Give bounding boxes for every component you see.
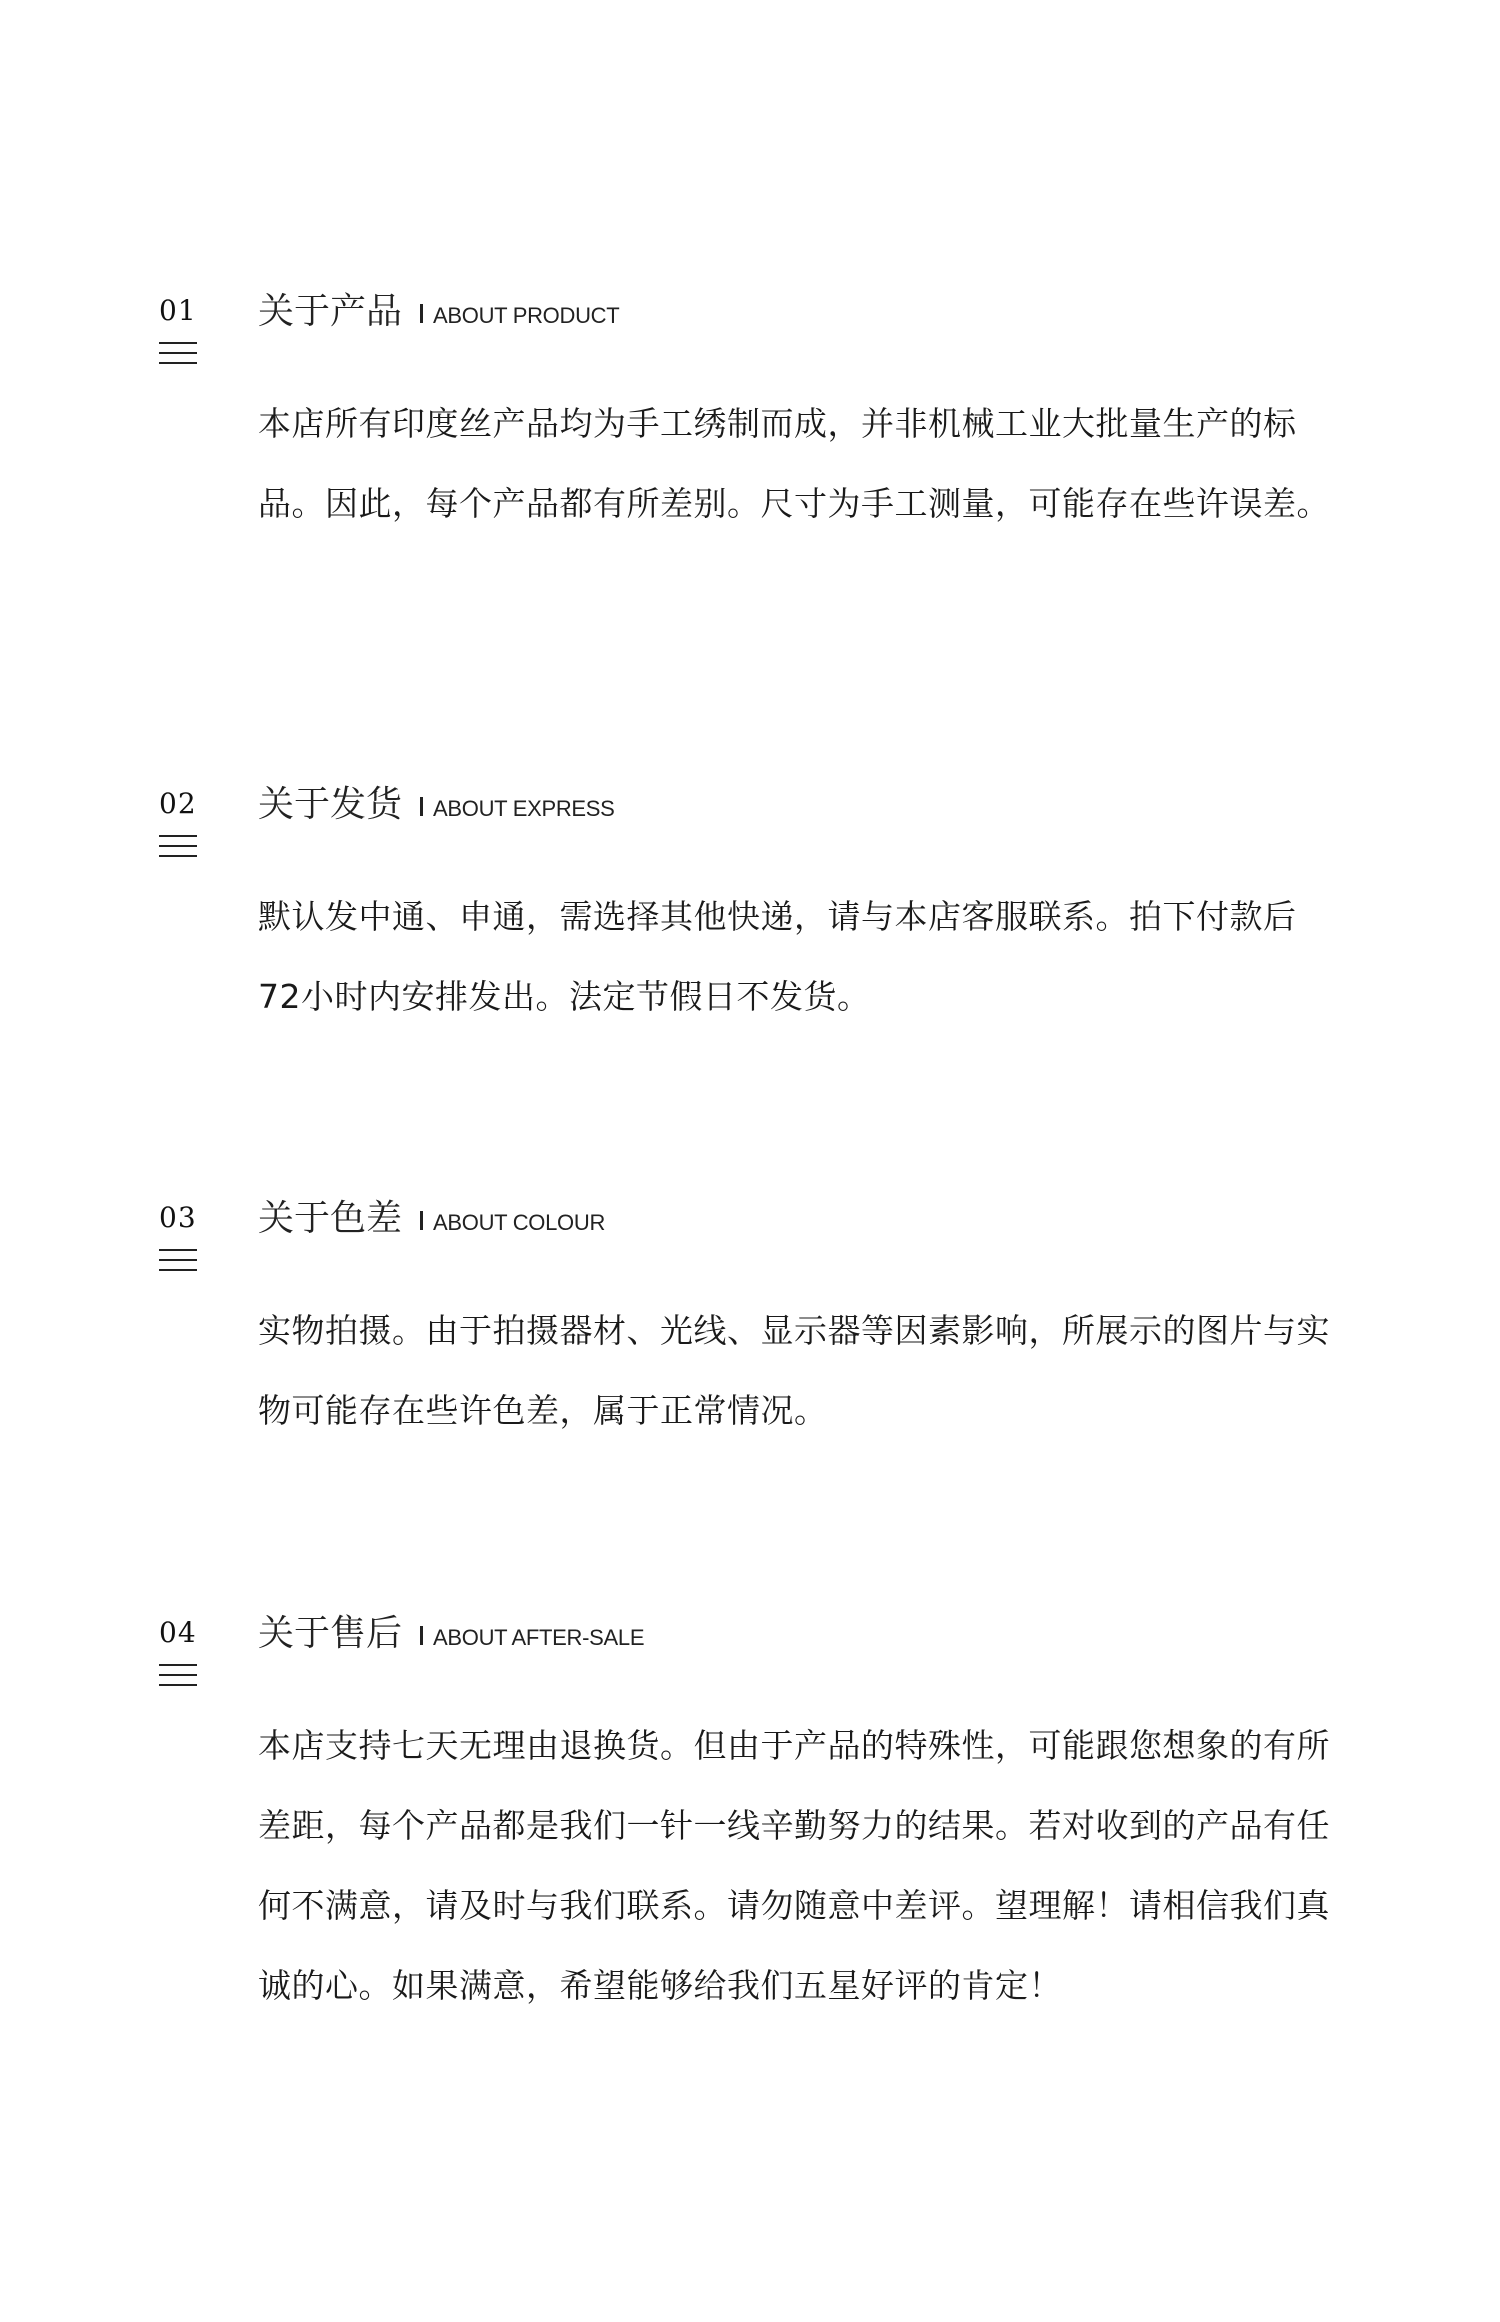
section-body: 本店支持七天无理由退换货。但由于产品的特殊性，可能跟您想象的有所差距，每个产品都是我们一针一线辛勤努力的结果。若对收到的产品有任何不满意，请及时与我们联系。请勿随意中差评。望理解！请相信我们真诚的心。如果满意，希望能够给我们五星好评的肯定！ (258, 1726, 1330, 2005)
section-title-en: ABOUT EXPRESS (433, 796, 615, 821)
section-title (258, 1197, 605, 1241)
section-title-en: ABOUT PRODUCT (433, 303, 620, 328)
title-divider (420, 1626, 423, 1645)
section-title (258, 1612, 644, 1656)
section-title (258, 783, 615, 827)
section-body: 默认发中通、申通，需选择其他快递，请与本店客服联系。拍下付款后72小时内安排发出。法定节假日不发货。 (258, 897, 1297, 1016)
section-title-cn: 关于售后 (258, 1613, 403, 1654)
section-body: 实物拍摄。由于拍摄器材、光线、显示器等因素影响，所展示的图片与实物可能存在些许色差，属于正常情况。 (258, 1311, 1330, 1430)
section-number: 03 (159, 1201, 197, 1234)
section-number: 01 (159, 294, 197, 327)
section-title-en: ABOUT COLOUR (433, 1210, 606, 1235)
menu-lines-icon (159, 342, 197, 368)
section-title-cn: 关于产品 (258, 291, 403, 332)
section-title (258, 290, 619, 334)
section-title-en: ABOUT AFTER-SALE (433, 1625, 645, 1650)
section-title-cn: 关于发货 (258, 784, 403, 825)
section-body: 本店所有印度丝产品均为手工绣制而成，并非机械工业大批量生产的标品。因此，每个产品都有所差别。尺寸为手工测量，可能存在些许误差。 (258, 404, 1330, 523)
title-divider (420, 304, 423, 323)
menu-lines-icon (159, 1664, 197, 1690)
menu-lines-icon (159, 1249, 197, 1275)
menu-lines-icon (159, 835, 197, 861)
section-title-cn: 关于色差 (258, 1198, 403, 1239)
section-number: 02 (159, 787, 197, 820)
section-number: 04 (159, 1616, 197, 1649)
title-divider (420, 1211, 423, 1230)
title-divider (420, 797, 423, 816)
